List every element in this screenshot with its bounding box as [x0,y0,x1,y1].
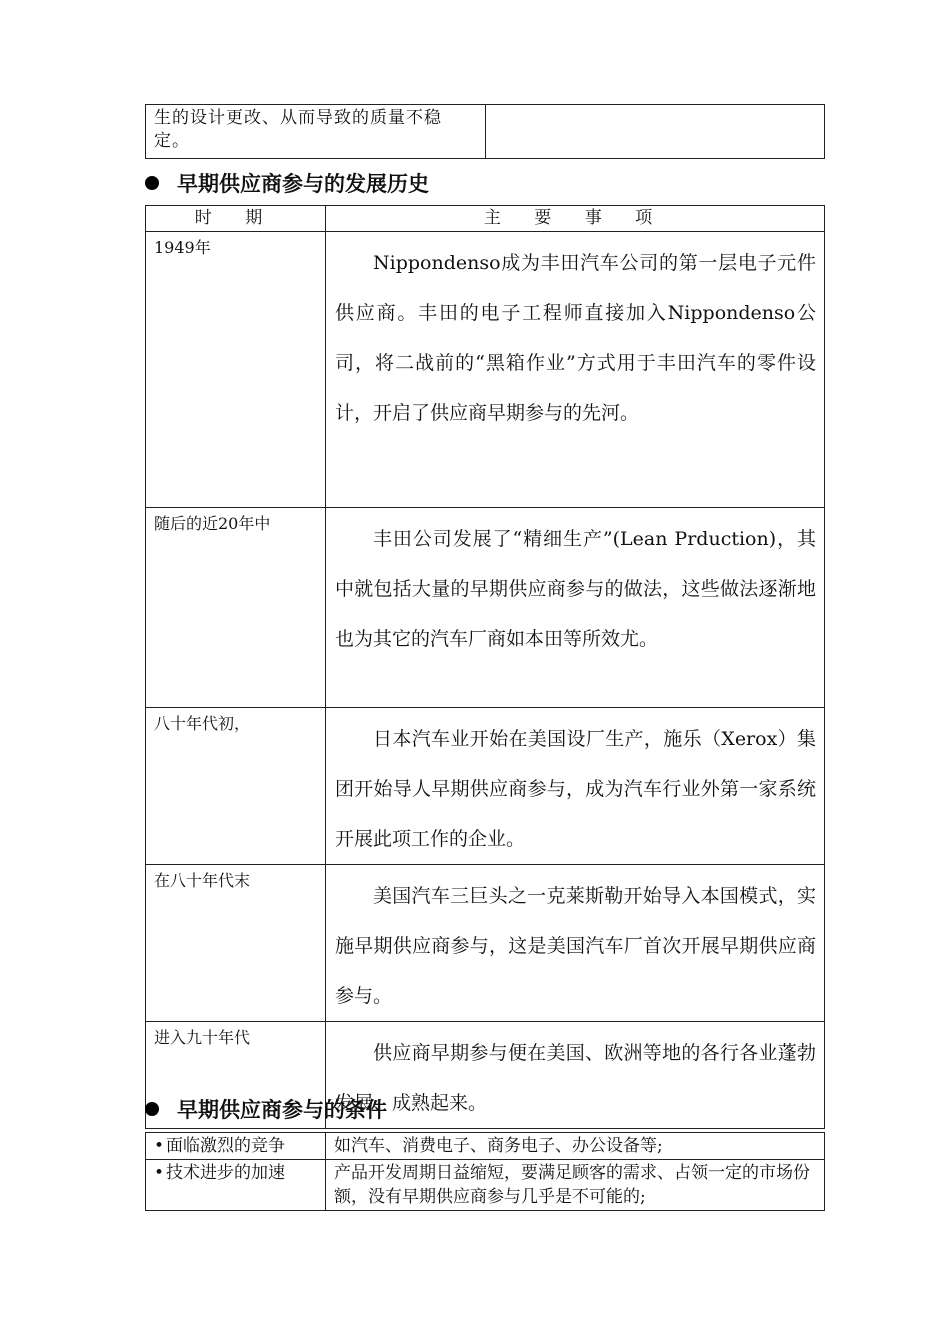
conditions-table [145,1132,825,1211]
conditions-heading-text: 早期供应商参与的条件 [177,1098,387,1122]
event-cell [326,232,825,508]
period-cell: 在八十年代末 [146,865,326,1022]
continuation-left-cell: 生的设计更改、从而导致的质量不稳定。 [146,105,486,159]
bullet-dot-icon: • [154,1136,165,1156]
history-header-row [146,206,825,232]
history-table [145,205,825,1129]
event-cell [326,865,825,1022]
event-text: 丰田公司发展了“精细生产”(Lean Prduction)，其中就包括大量的早期供应商参与的做法，这些做法逐渐地也为其它的汽车厂商如本田等所效尤。 [335,528,816,650]
table-row [146,232,825,508]
condition-label-cell [146,1160,326,1211]
table-row [146,1160,825,1211]
event-text: Nippondenso成为丰田汽车公司的第一层电子元件供应商。丰田的电子工程师直接加入Nippondenso公司，将二战前的“黑箱作业”方式用于丰田汽车的零件设计，开启了供应商早期参与的先河。 [335,252,816,424]
continuation-right-cell [486,105,825,159]
bullet-icon [145,1102,159,1116]
event-cell [326,1022,825,1129]
period-header: 时 期 [146,206,326,232]
period-cell: 八十年代初， [146,708,326,865]
conditions-heading [145,1094,387,1124]
history-heading [145,168,429,198]
history-heading-text: 早期供应商参与的发展历史 [177,172,429,196]
table-row [146,508,825,708]
period-cell: 随后的近20年中 [146,508,326,708]
table-row [146,1133,825,1160]
period-cell: 1949年 [146,232,326,508]
table-row [146,865,825,1022]
event-text: 美国汽车三巨头之一克莱斯勒开始导入本国模式，实施早期供应商参与，这是美国汽车厂首次开展早期供应商参与。 [335,885,816,1007]
event-text: 供应商早期参与便在美国、欧洲等地的各行各业蓬勃发展、成熟起来。 [335,1042,816,1114]
event-text: 日本汽车业开始在美国设厂生产，施乐（Xerox）集团开始导人早期供应商参与，成为汽车行业外第一家系统开展此项工作的企业。 [335,728,816,850]
condition-label: 面临激烈的竞争 [166,1136,286,1156]
condition-desc: 如汽车、消费电子、商务电子、办公设备等; [326,1133,825,1160]
bullet-dot-icon: • [154,1163,165,1183]
event-cell [326,508,825,708]
table-row [146,708,825,865]
continuation-table [145,104,825,159]
period-cell: 进入九十年代 [146,1022,326,1129]
event-cell [326,708,825,865]
condition-label: 技术进步的加速 [166,1163,286,1183]
condition-label-cell [146,1133,326,1160]
condition-desc: 产品开发周期日益缩短，要满足顾客的需求、占领一定的市场份额，没有早期供应商参与几乎是不可能的; [326,1160,825,1211]
bullet-icon [145,176,159,190]
events-header: 主 要 事 项 [326,206,825,232]
